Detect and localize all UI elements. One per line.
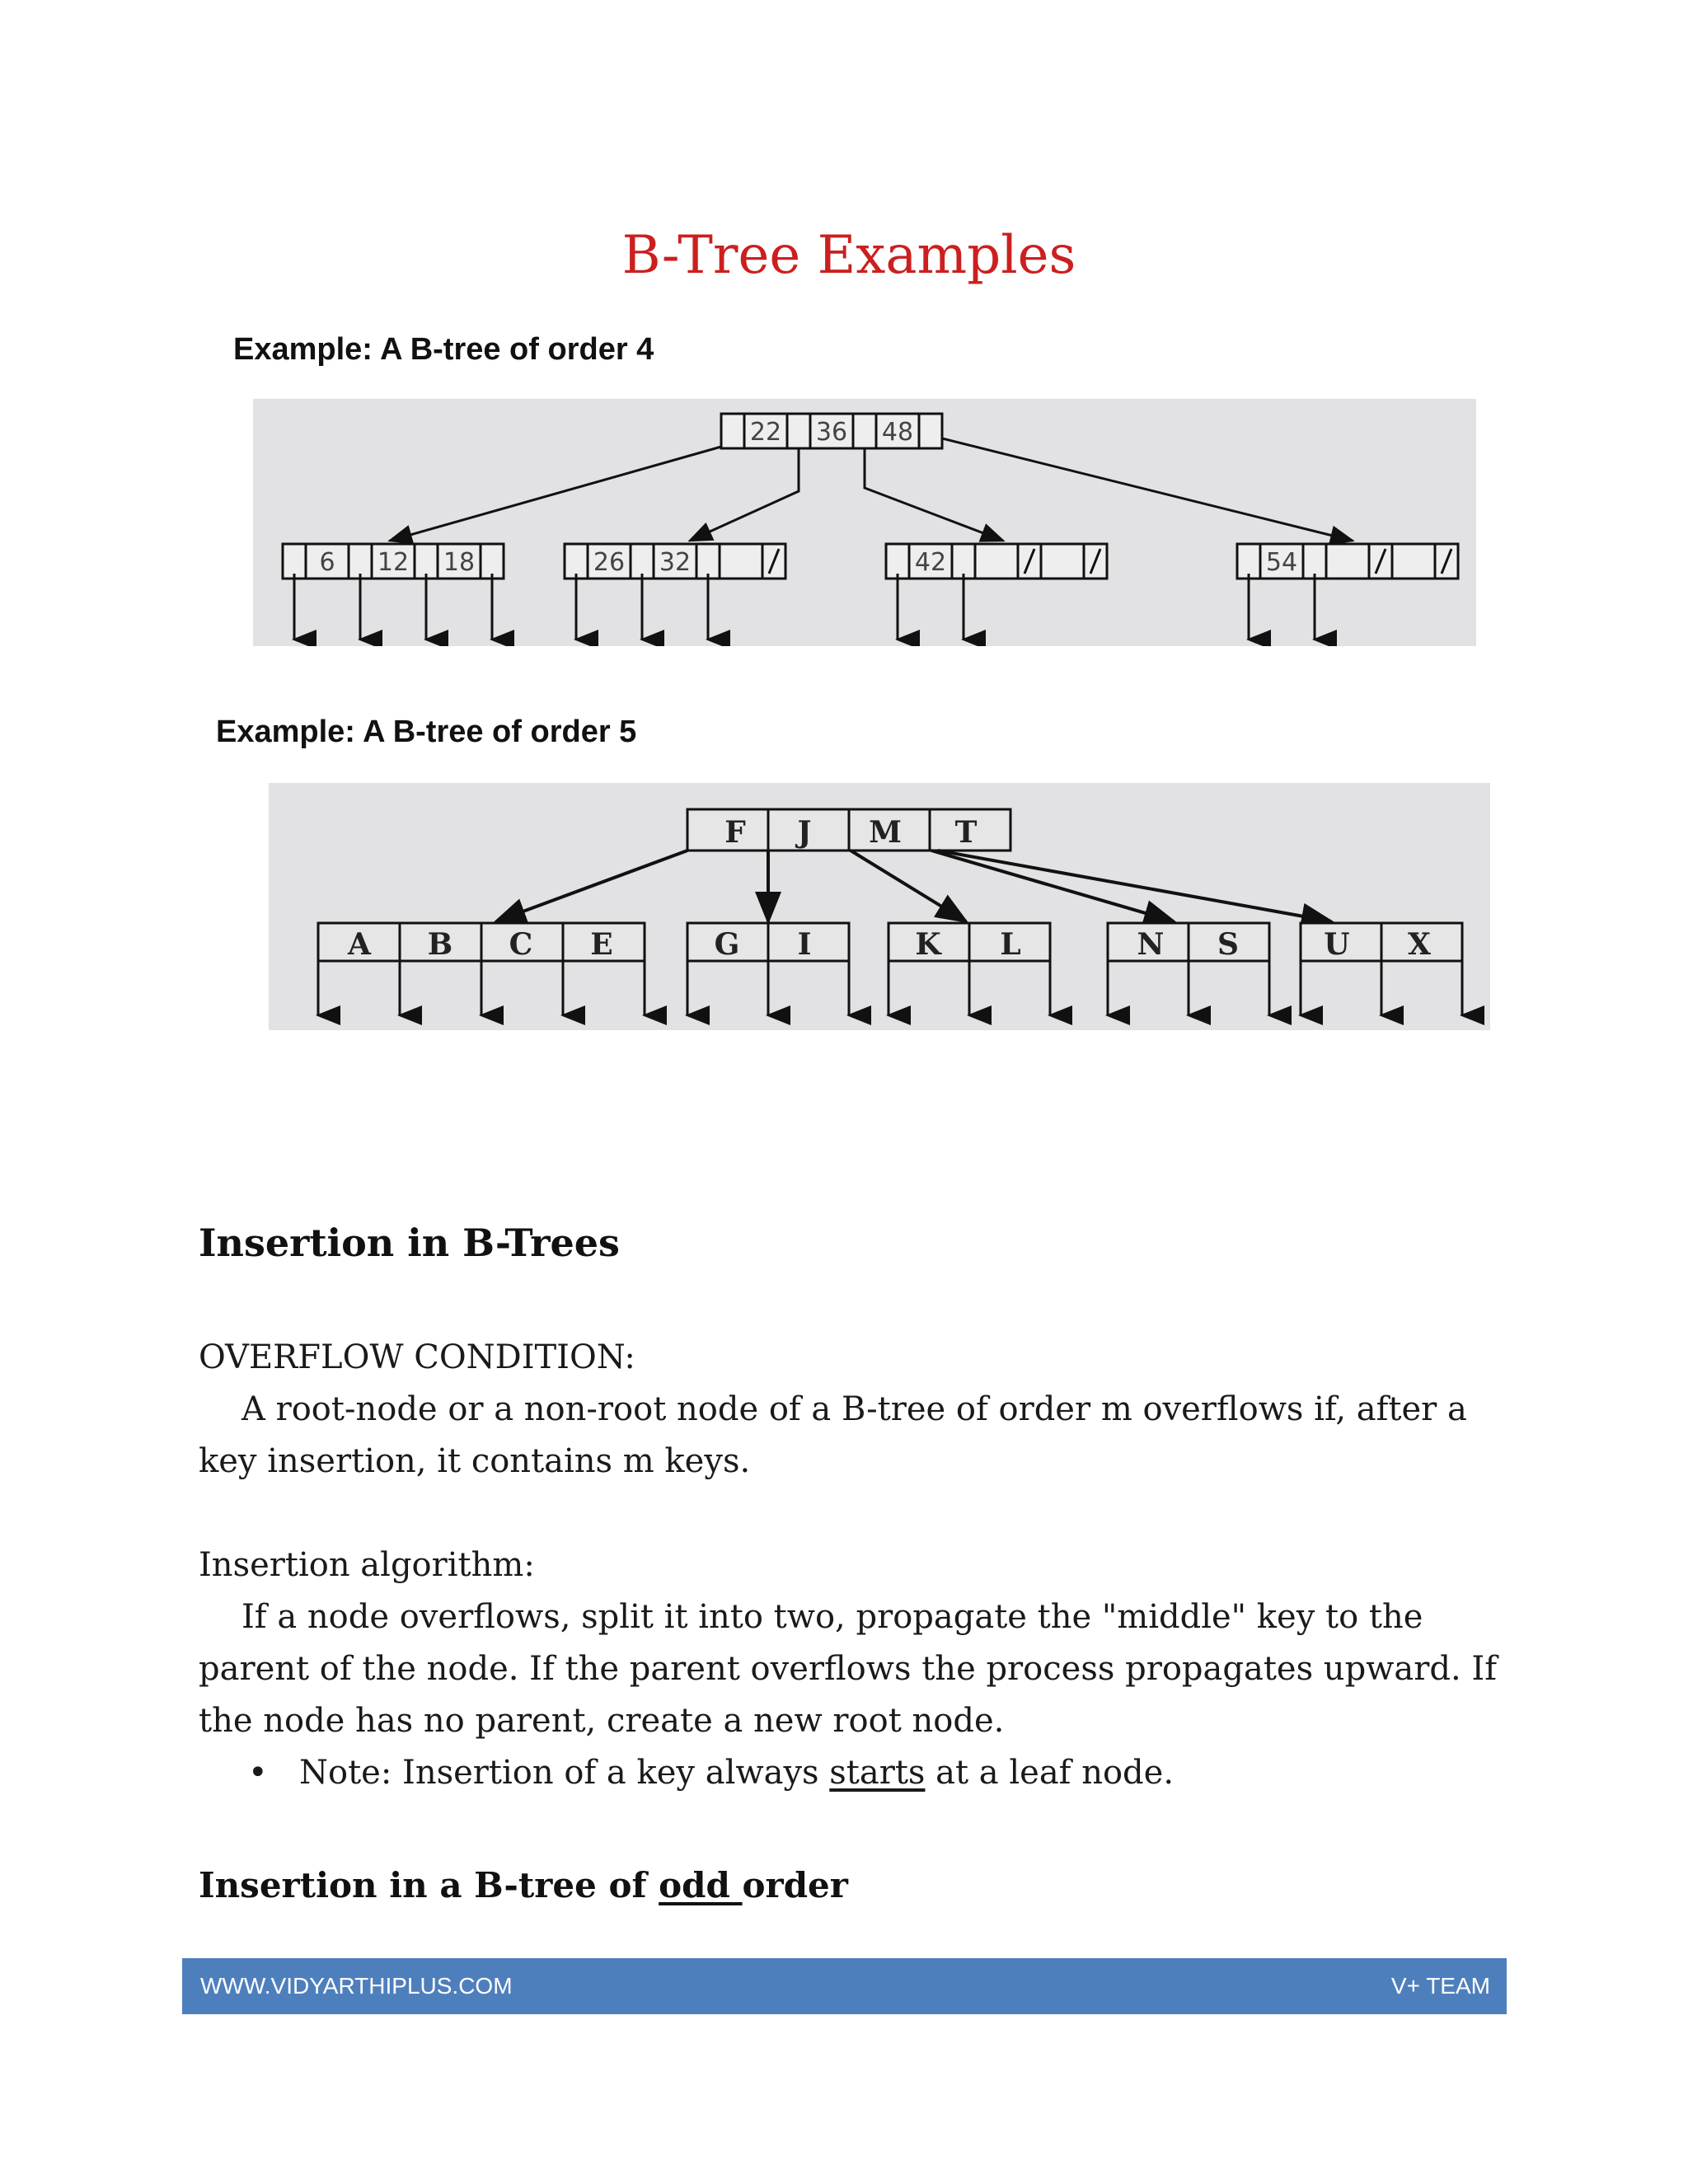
leaf2-key-2: I (797, 927, 812, 962)
section-heading: Insertion in B-Trees (199, 1221, 620, 1265)
page-title: B-Tree Examples (621, 225, 1076, 286)
leaf-node-4 (1108, 923, 1269, 962)
leaf-node-1 (283, 544, 504, 579)
algorithm-text-line3: the node has no parent, create a new root node. (199, 1702, 1005, 1740)
root-key-1: F (724, 815, 746, 850)
algorithm-block (199, 1540, 1534, 1799)
root-key-2: J (797, 815, 812, 850)
footer-team: V+ TEAM (1390, 1973, 1490, 1999)
overflow-text-line1: A root-node or a non-root node of a B-tree of order m overflows if, after a (241, 1390, 1467, 1428)
leaf3-key-1: 42 (914, 548, 947, 577)
overflow-block (199, 1332, 1534, 1488)
leaf-child-pointers (294, 574, 1315, 640)
leaf-node-3 (889, 923, 1050, 962)
leaf-node-1 (318, 923, 645, 962)
leaf3-key-1: K (915, 927, 941, 962)
subheading-pre: Insertion in a B-tree of (199, 1865, 659, 1905)
root-key-2: 36 (815, 418, 848, 447)
leaf4-key-2: S (1217, 927, 1239, 962)
btree-order5-svg (269, 783, 1490, 1030)
btree-order4-diagram (253, 399, 1476, 646)
leaf1-key-2: B (427, 927, 453, 962)
leaf-node-3 (886, 544, 1107, 579)
subheading (199, 1863, 848, 1909)
root-key-3: M (869, 815, 902, 850)
btree-order5-diagram (269, 783, 1490, 1030)
subheading-underlined: odd (659, 1865, 743, 1905)
algorithm-text-line2: parent of the node. If the parent overflows the process propagates upward. If (199, 1650, 1498, 1688)
note-text-pre: Note: Insertion of a key always (299, 1754, 830, 1792)
leaf3-key-2: L (1000, 927, 1021, 962)
leaf-node-2 (687, 923, 849, 962)
leaf1-key-1: A (348, 927, 371, 962)
leaf2-key-1: 26 (593, 548, 626, 577)
leaf5-key-1: U (1324, 927, 1350, 962)
leaf2-key-1: G (714, 927, 740, 962)
leaf4-key-1: N (1137, 927, 1165, 962)
leaf-node-4 (1237, 544, 1458, 579)
leaf2-key-2: 32 (659, 548, 692, 577)
root-pointers (496, 851, 1331, 921)
bullet-marker: • (248, 1754, 268, 1792)
root-key-3: 48 (881, 418, 914, 447)
root-node (687, 809, 1010, 851)
leaf-node-2 (565, 544, 785, 579)
root-key-4: T (954, 815, 978, 850)
overflow-text-line2: key insertion, it contains m keys. (199, 1442, 751, 1480)
algorithm-title: Insertion algorithm: (199, 1546, 535, 1584)
overflow-title: OVERFLOW CONDITION: (199, 1338, 635, 1376)
note-text-post: at a leaf node. (925, 1754, 1175, 1792)
footer-website: WWW.VIDYARTHIPLUS.COM (200, 1973, 513, 1999)
algorithm-text-line1: If a node overflows, split it into two, propagate the "middle" key to the (241, 1598, 1423, 1636)
leaf-node-5 (1301, 923, 1462, 962)
example1-caption: Example: A B-tree of order 4 (233, 332, 654, 367)
leaf1-key-4: E (590, 927, 613, 962)
leaf1-key-3: 18 (443, 548, 476, 577)
footer-bar (182, 1958, 1507, 2014)
note-text-underlined: starts (829, 1754, 926, 1792)
root-node (721, 414, 942, 448)
btree-order4-svg (253, 399, 1476, 646)
leaf1-key-2: 12 (377, 548, 410, 577)
leaf1-key-1: 6 (319, 548, 335, 577)
leaf5-key-2: X (1408, 927, 1431, 962)
example2-caption: Example: A B-tree of order 5 (216, 715, 637, 749)
leaf-child-pointers (318, 961, 1462, 1015)
subheading-post: order (742, 1865, 848, 1905)
root-key-1: 22 (749, 418, 782, 447)
leaf1-key-3: C (509, 927, 533, 962)
note-bullet (199, 1747, 1534, 1799)
leaf4-key-1: 54 (1265, 548, 1298, 577)
